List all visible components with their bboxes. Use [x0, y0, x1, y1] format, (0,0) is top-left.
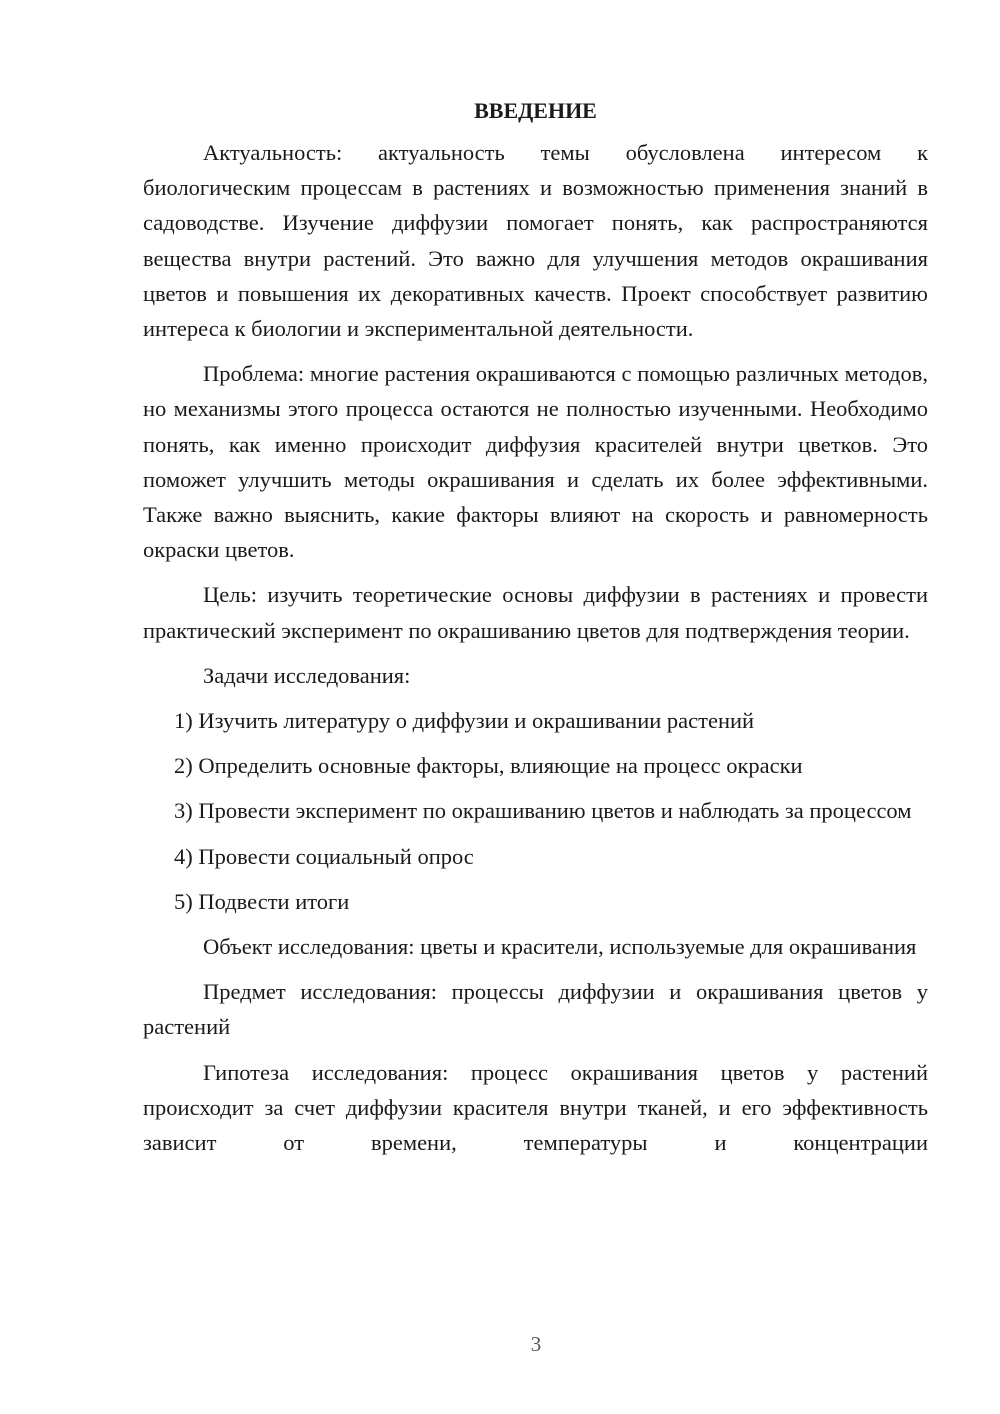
task-item: 2) Определить основные факторы, влияющие на процесс окраски [174, 753, 803, 779]
problem-paragraph: Проблема: многие растения окрашиваются с помощью различных методов, но механизмы этого процесса остаются не полностью изученными. Необходимо понять, как именно происходит диффузия красителей внутри цветков. Это поможет улучшить методы окрашивания и сделать их более эффективными. Также важно выяснить, какие факторы влияют на скорость и равномерность окраски цветов. [143, 361, 928, 563]
relevance-paragraph: Актуальность: актуальность темы обусловлена интересом к биологическим процессам в растениях и возможностью применения знаний в садоводстве. Изучение диффузии помогает понять, как распространяются вещества внутри растений. Это важно для улучшения методов окрашивания цветов и повышения их декоративных качеств. Проект способствует развитию интереса к биологии и экспериментальной деятельности. [143, 140, 928, 342]
tasks-heading: Задачи исследования: [203, 662, 411, 688]
page-number: 3 [530, 1332, 542, 1356]
hypothesis-paragraph: Гипотеза исследования: процесс окрашивания цветов у растений происходит за счет диффузии красителя внутри тканей, и его эффективность зависит от времени, температуры и концентрации [143, 1059, 928, 1156]
task-item: 5) Подвести итоги [174, 888, 350, 914]
task-item: 1) Изучить литературу о диффузии и окрашивании растений [174, 708, 755, 734]
page-content [143, 95, 928, 1170]
object-paragraph: Объект исследования: цветы и красители, используемые для окрашивания [203, 934, 917, 960]
page-title: ВВЕДЕНИЕ [474, 98, 597, 123]
task-item: 4) Провести социальный опрос [174, 843, 474, 869]
task-item: 3) Провести эксперимент по окрашиванию цветов и наблюдать за процессом [174, 798, 912, 824]
subject-paragraph: Предмет исследования: процессы диффузии и окрашивания цветов у растений [143, 979, 928, 1040]
goal-paragraph: Цель: изучить теоретические основы диффузии в растениях и провести практический эксперимент по окрашиванию цветов для подтверждения теории. [143, 582, 928, 643]
